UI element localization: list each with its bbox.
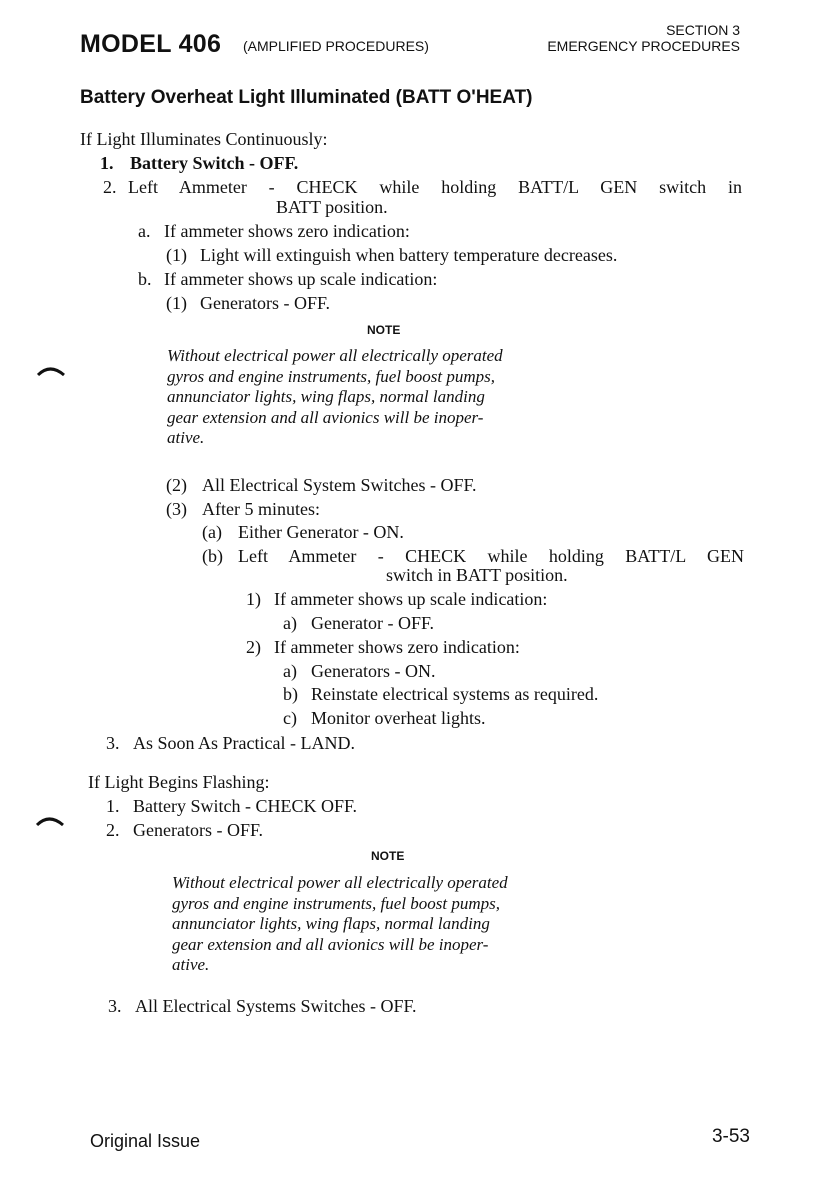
- substep-letter: a): [283, 661, 297, 681]
- substep-letter: a.: [138, 221, 151, 241]
- substep-text: If ammeter shows zero indication:: [164, 221, 410, 241]
- substep-letter: b): [283, 684, 298, 704]
- revision-mark-icon: [37, 365, 65, 377]
- step-number: 2.: [106, 820, 120, 840]
- substep-text: Either Generator - ON.: [238, 522, 404, 542]
- step-text: Generators - OFF.: [133, 820, 264, 840]
- step-text: As Soon As Practical - LAND.: [133, 733, 355, 753]
- substep-text: All Electrical System Switches - OFF.: [202, 475, 477, 495]
- step-text: Battery Switch - OFF.: [130, 153, 299, 173]
- note-text: Without electrical power all electrically operated gyros and engine instruments, fuel boost pumps, annunciator lights, wing flaps, normal landing gear extension and all avionics will be inoper- ative.: [167, 346, 503, 447]
- step-text: Left Ammeter - CHECK while holding BATT/L GEN switch in: [128, 177, 742, 197]
- flashing-intro: If Light Begins Flashing:: [88, 772, 270, 792]
- procedure-heading: Battery Overheat Light Illuminated (BATT O'HEAT): [80, 87, 533, 108]
- substep-number: (2): [166, 475, 187, 495]
- substep-letter: (b): [202, 546, 223, 566]
- revision-mark-icon: [36, 815, 64, 827]
- page-number: 3-53: [711, 1126, 750, 1147]
- note-label: NOTE: [371, 849, 405, 863]
- note-text: Without electrical power all electrically operated gyros and engine instruments, fuel boost pumps, annunciator lights, wing flaps, normal landing gear extension and all avionics will be inoper- ative.: [172, 873, 508, 974]
- note-label: NOTE: [367, 323, 401, 337]
- substep-letter: (a): [202, 522, 222, 542]
- step-number: 3.: [108, 996, 122, 1016]
- substep-text: Generators - ON.: [311, 661, 436, 681]
- step-number: 1.: [100, 153, 114, 173]
- substep-text: If ammeter shows zero indication:: [274, 637, 520, 657]
- substep-text: After 5 minutes:: [202, 499, 320, 519]
- step-number: 2.: [103, 177, 117, 197]
- section-title: EMERGENCY PROCEDURES: [547, 38, 740, 54]
- procedure-type: (AMPLIFIED PROCEDURES): [243, 38, 429, 54]
- step-number: 1.: [106, 796, 120, 816]
- substep-number: 1): [246, 589, 261, 609]
- model-title: MODEL 406: [80, 30, 222, 58]
- substep-text: If ammeter shows up scale indication:: [274, 589, 548, 609]
- substep-number: 2): [246, 637, 261, 657]
- continuous-intro: If Light Illuminates Continuously:: [80, 129, 328, 149]
- substep-text: Light will extinguish when battery temperature decreases.: [200, 245, 618, 265]
- substep-text: Generators - OFF.: [200, 293, 331, 313]
- step-text: Battery Switch - CHECK OFF.: [133, 796, 358, 816]
- substep-text: If ammeter shows up scale indication:: [164, 269, 438, 289]
- substep-letter: b.: [138, 269, 152, 289]
- substep-number: (1): [166, 245, 187, 265]
- substep-text-continued: switch in BATT position.: [386, 565, 568, 585]
- substep-number: (3): [166, 499, 187, 519]
- substep-text: Left Ammeter - CHECK while holding BATT/L GEN: [238, 546, 744, 566]
- step-number: 3.: [106, 733, 120, 753]
- step-text: All Electrical Systems Switches - OFF.: [135, 996, 417, 1016]
- step-text-continued: BATT position.: [276, 197, 388, 217]
- substep-text: Monitor overheat lights.: [311, 708, 486, 728]
- issue-label: Original Issue: [90, 1131, 201, 1151]
- substep-letter: c): [283, 708, 297, 728]
- substep-text: Reinstate electrical systems as required.: [311, 684, 599, 704]
- substep-number: (1): [166, 293, 187, 313]
- substep-text: Generator - OFF.: [311, 613, 435, 633]
- section-number: SECTION 3: [666, 22, 740, 38]
- substep-letter: a): [283, 613, 297, 633]
